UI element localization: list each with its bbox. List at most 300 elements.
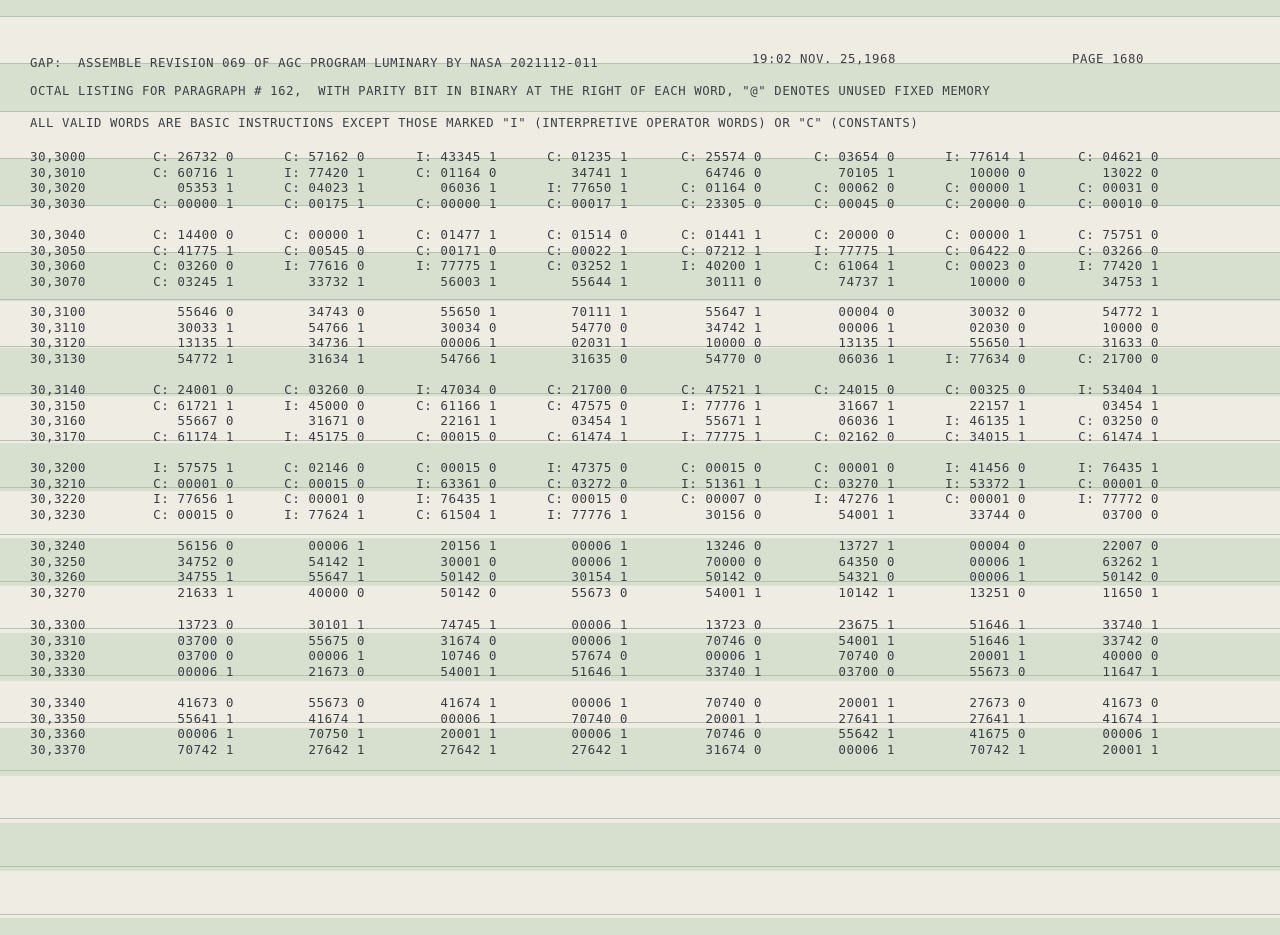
row-address: 30,3130 bbox=[30, 350, 86, 366]
octal-word: C: 00023 0 bbox=[945, 258, 1026, 273]
octal-word: 55673 0 bbox=[571, 584, 628, 600]
octal-word: C: 02162 0 bbox=[814, 428, 895, 444]
octal-word: C: 60716 1 bbox=[153, 164, 234, 180]
row-address: 30,3140 bbox=[30, 382, 86, 397]
octal-word: 31634 1 bbox=[308, 350, 365, 366]
octal-word: 64746 0 bbox=[705, 164, 762, 180]
octal-word: 00006 1 bbox=[571, 632, 628, 648]
octal-word: 20001 1 bbox=[969, 648, 1026, 663]
octal-word: C: 00022 1 bbox=[547, 242, 628, 258]
octal-word: I: 45175 0 bbox=[284, 428, 365, 444]
octal-word: C: 00015 0 bbox=[681, 460, 762, 475]
octal-word: 03700 0 bbox=[838, 663, 895, 679]
octal-word: 10746 0 bbox=[440, 648, 497, 663]
octal-word: I: 77775 1 bbox=[814, 242, 895, 258]
octal-word: C: 00015 0 bbox=[547, 491, 628, 506]
paper-rule bbox=[0, 111, 1280, 112]
octal-word: 22007 0 bbox=[1102, 538, 1159, 553]
listing-row bbox=[0, 711, 1280, 727]
octal-word: 13251 0 bbox=[969, 584, 1026, 600]
octal-word: C: 00545 0 bbox=[284, 242, 365, 258]
octal-word: 30111 0 bbox=[705, 273, 762, 289]
octal-word: C: 00001 0 bbox=[814, 460, 895, 475]
octal-word: C: 26732 0 bbox=[153, 149, 234, 164]
octal-word: C: 03272 0 bbox=[547, 475, 628, 491]
listing-row bbox=[0, 413, 1280, 429]
octal-word: 56156 0 bbox=[177, 538, 234, 553]
octal-word: 00004 0 bbox=[969, 538, 1026, 553]
octal-word: 55673 0 bbox=[308, 695, 365, 710]
octal-word: 55650 1 bbox=[969, 335, 1026, 350]
octal-word: 22161 1 bbox=[440, 413, 497, 428]
octal-word: I: 76435 1 bbox=[1078, 460, 1159, 475]
octal-word: 11647 1 bbox=[1102, 663, 1159, 679]
listing-row bbox=[0, 460, 1280, 476]
row-address: 30,3010 bbox=[30, 164, 86, 180]
octal-word: 13135 1 bbox=[838, 335, 895, 350]
octal-word: I: 53372 1 bbox=[945, 475, 1026, 491]
listing-block bbox=[0, 460, 1280, 522]
listing-row bbox=[0, 569, 1280, 585]
octal-word: 31635 0 bbox=[571, 350, 628, 366]
octal-word: C: 00000 1 bbox=[416, 195, 497, 211]
listing-row bbox=[0, 695, 1280, 711]
row-address: 30,3230 bbox=[30, 506, 86, 522]
listing-row bbox=[0, 274, 1280, 290]
octal-word: C: 00171 0 bbox=[416, 242, 497, 258]
octal-word: 30001 0 bbox=[440, 553, 497, 569]
row-address: 30,3240 bbox=[30, 538, 86, 553]
octal-word: 40000 0 bbox=[1102, 648, 1159, 663]
octal-word: 33744 0 bbox=[969, 506, 1026, 522]
octal-word: 00006 1 bbox=[969, 553, 1026, 569]
row-address: 30,3360 bbox=[30, 726, 86, 741]
octal-word: 54001 1 bbox=[838, 506, 895, 522]
octal-word: 63262 1 bbox=[1102, 553, 1159, 569]
listing-block bbox=[0, 304, 1280, 366]
row-address: 30,3270 bbox=[30, 584, 86, 600]
octal-word: C: 03245 1 bbox=[153, 273, 234, 289]
octal-word: 27642 1 bbox=[308, 741, 365, 757]
octal-word: 02030 0 bbox=[969, 319, 1026, 335]
octal-word: I: 47034 0 bbox=[416, 382, 497, 397]
octal-word: 41675 0 bbox=[969, 726, 1026, 741]
octal-word: 30034 0 bbox=[440, 319, 497, 335]
octal-word: I: 46135 1 bbox=[945, 413, 1026, 428]
octal-word: I: 77420 1 bbox=[1078, 258, 1159, 273]
octal-word: 70105 1 bbox=[838, 164, 895, 180]
octal-word: 03700 0 bbox=[177, 648, 234, 663]
octal-word: 21633 1 bbox=[177, 584, 234, 600]
header-line-3: ALL VALID WORDS ARE BASIC INSTRUCTIONS EXCEPT THOSE MARKED "I" (INTERPRETIVE OPERATOR WORDS) OR "C" (CONSTANTS) bbox=[30, 116, 919, 130]
octal-word: C: 61474 1 bbox=[547, 428, 628, 444]
octal-word: C: 00175 1 bbox=[284, 195, 365, 211]
octal-word: I: 77616 0 bbox=[284, 258, 365, 273]
octal-word: 00006 1 bbox=[308, 648, 365, 663]
listing-row bbox=[0, 398, 1280, 414]
row-address: 30,3170 bbox=[30, 428, 86, 444]
listing-row bbox=[0, 180, 1280, 196]
octal-word: 00006 1 bbox=[838, 741, 895, 757]
octal-word: 40000 0 bbox=[308, 584, 365, 600]
octal-word: C: 07212 1 bbox=[681, 242, 762, 258]
octal-word: 70740 0 bbox=[571, 710, 628, 726]
header-timestamp: 19:02 NOV. 25,1968 bbox=[752, 52, 897, 66]
octal-word: C: 00031 0 bbox=[1078, 180, 1159, 195]
octal-word: 55671 1 bbox=[705, 413, 762, 428]
octal-word: 56003 1 bbox=[440, 273, 497, 289]
octal-word: 54772 1 bbox=[1102, 304, 1159, 319]
row-address: 30,3370 bbox=[30, 741, 86, 757]
octal-word: C: 00015 0 bbox=[416, 428, 497, 444]
listing-block bbox=[0, 617, 1280, 679]
octal-word: 20001 1 bbox=[440, 726, 497, 741]
paper-rule bbox=[0, 866, 1280, 867]
octal-word: 54001 1 bbox=[705, 584, 762, 600]
listing-row bbox=[0, 554, 1280, 570]
listing-row bbox=[0, 507, 1280, 523]
octal-word: 27642 1 bbox=[571, 741, 628, 757]
octal-word: 55675 0 bbox=[308, 632, 365, 648]
octal-word: I: 47276 1 bbox=[814, 491, 895, 506]
octal-word: C: 41775 1 bbox=[153, 242, 234, 258]
octal-word: 70740 0 bbox=[705, 695, 762, 710]
octal-word: C: 61064 1 bbox=[814, 258, 895, 273]
paper-rule bbox=[0, 16, 1280, 17]
row-address: 30,3210 bbox=[30, 475, 86, 491]
octal-word: 41674 1 bbox=[440, 695, 497, 710]
row-address: 30,3260 bbox=[30, 569, 86, 584]
octal-word: I: 47375 0 bbox=[547, 460, 628, 475]
octal-word: C: 03250 0 bbox=[1078, 413, 1159, 428]
octal-word: 51646 1 bbox=[969, 632, 1026, 648]
octal-word: 31633 0 bbox=[1102, 335, 1159, 350]
listing-row bbox=[0, 538, 1280, 554]
octal-word: 70740 0 bbox=[838, 648, 895, 663]
octal-word: C: 61166 1 bbox=[416, 397, 497, 413]
listing-block bbox=[0, 538, 1280, 600]
octal-word: 31674 0 bbox=[440, 632, 497, 648]
octal-word: C: 25574 0 bbox=[681, 149, 762, 164]
listing-block bbox=[0, 382, 1280, 444]
octal-word: 23675 1 bbox=[838, 617, 895, 632]
octal-word: I: 41456 0 bbox=[945, 460, 1026, 475]
octal-word: I: 77614 1 bbox=[945, 149, 1026, 164]
octal-word: C: 61474 1 bbox=[1078, 428, 1159, 444]
octal-word: C: 03260 0 bbox=[284, 382, 365, 397]
octal-word: C: 00062 0 bbox=[814, 180, 895, 195]
octal-word: C: 47575 0 bbox=[547, 397, 628, 413]
octal-word: C: 01477 1 bbox=[416, 227, 497, 242]
listing-row bbox=[0, 320, 1280, 336]
octal-word: 00006 1 bbox=[571, 538, 628, 553]
octal-word: C: 01164 0 bbox=[416, 164, 497, 180]
row-address: 30,3310 bbox=[30, 632, 86, 648]
octal-word: 10142 1 bbox=[838, 584, 895, 600]
listing-row bbox=[0, 165, 1280, 181]
header-line-1-left: GAP: ASSEMBLE REVISION 069 OF AGC PROGRAM LUMINARY BY NASA 2021112-011 bbox=[30, 56, 599, 70]
octal-word: 00006 1 bbox=[838, 319, 895, 335]
listing-row bbox=[0, 258, 1280, 274]
octal-word: 55647 1 bbox=[705, 304, 762, 319]
octal-word: 13246 0 bbox=[705, 538, 762, 553]
listing-row bbox=[0, 149, 1280, 165]
octal-word: 50142 0 bbox=[440, 569, 497, 584]
paper-rule bbox=[0, 299, 1280, 300]
octal-word: 33740 1 bbox=[705, 663, 762, 679]
listing-row bbox=[0, 633, 1280, 649]
octal-word: 30101 1 bbox=[308, 617, 365, 632]
row-address: 30,3340 bbox=[30, 695, 86, 710]
octal-word: 00004 0 bbox=[838, 304, 895, 319]
octal-word: 20001 1 bbox=[705, 710, 762, 726]
octal-word: 13022 0 bbox=[1102, 164, 1159, 180]
octal-word: C: 00000 1 bbox=[284, 227, 365, 242]
listing-row bbox=[0, 243, 1280, 259]
listing-row bbox=[0, 335, 1280, 351]
listing-row bbox=[0, 382, 1280, 398]
row-address: 30,3040 bbox=[30, 227, 86, 242]
octal-word: 74745 1 bbox=[440, 617, 497, 632]
octal-word: 27673 0 bbox=[969, 695, 1026, 710]
octal-word: I: 77775 1 bbox=[416, 258, 497, 273]
octal-word: 54001 1 bbox=[838, 632, 895, 648]
octal-word: 57674 0 bbox=[571, 648, 628, 663]
listing-row bbox=[0, 351, 1280, 367]
octal-word: 34753 1 bbox=[1102, 273, 1159, 289]
octal-word: C: 57162 0 bbox=[284, 149, 365, 164]
octal-word: 70742 1 bbox=[177, 741, 234, 757]
octal-word: C: 03252 1 bbox=[547, 258, 628, 273]
row-address: 30,3250 bbox=[30, 553, 86, 569]
listing-block bbox=[0, 149, 1280, 211]
octal-word: 00006 1 bbox=[440, 335, 497, 350]
octal-word: C: 00015 0 bbox=[153, 506, 234, 522]
octal-word: I: 63361 0 bbox=[416, 475, 497, 491]
octal-word: 00006 1 bbox=[571, 617, 628, 632]
octal-word: 55647 1 bbox=[308, 569, 365, 584]
octal-word: 33740 1 bbox=[1102, 617, 1159, 632]
row-address: 30,3300 bbox=[30, 617, 86, 632]
listing-row bbox=[0, 227, 1280, 243]
octal-word: 64350 0 bbox=[838, 553, 895, 569]
octal-word: 34742 1 bbox=[705, 319, 762, 335]
row-address: 30,3160 bbox=[30, 413, 86, 428]
octal-word: 34752 0 bbox=[177, 553, 234, 569]
octal-word: 00006 1 bbox=[705, 648, 762, 663]
octal-word: 27641 1 bbox=[838, 710, 895, 726]
row-address: 30,3330 bbox=[30, 663, 86, 679]
octal-word: C: 03654 0 bbox=[814, 149, 895, 164]
octal-word: 06036 1 bbox=[838, 350, 895, 366]
listing-row bbox=[0, 491, 1280, 507]
octal-word: 50142 0 bbox=[440, 584, 497, 600]
octal-word: 55641 1 bbox=[177, 710, 234, 726]
row-address: 30,3200 bbox=[30, 460, 86, 475]
octal-word: 70000 0 bbox=[705, 553, 762, 569]
octal-word: C: 00325 0 bbox=[945, 382, 1026, 397]
row-address: 30,3100 bbox=[30, 304, 86, 319]
row-address: 30,3070 bbox=[30, 273, 86, 289]
octal-word: C: 00010 0 bbox=[1078, 195, 1159, 211]
octal-word: 34755 1 bbox=[177, 569, 234, 584]
octal-word: C: 20000 0 bbox=[945, 195, 1026, 211]
octal-word: C: 00000 1 bbox=[945, 180, 1026, 195]
octal-word: 03454 1 bbox=[1102, 397, 1159, 413]
listing-row bbox=[0, 304, 1280, 320]
octal-word: I: 77656 1 bbox=[153, 491, 234, 506]
octal-word: C: 00045 0 bbox=[814, 195, 895, 211]
octal-word: C: 03266 0 bbox=[1078, 242, 1159, 258]
octal-word: 31667 1 bbox=[838, 397, 895, 413]
header-line-2: OCTAL LISTING FOR PARAGRAPH # 162, WITH PARITY BIT IN BINARY AT THE RIGHT OF EACH WORD, "@" DENOTES UNUSED FIXED MEMORY bbox=[30, 84, 991, 98]
listing-row bbox=[0, 476, 1280, 492]
octal-word: C: 61721 1 bbox=[153, 397, 234, 413]
octal-word: C: 21700 0 bbox=[547, 382, 628, 397]
octal-word: I: 51361 1 bbox=[681, 475, 762, 491]
octal-word: C: 24001 0 bbox=[153, 382, 234, 397]
octal-word: 00006 1 bbox=[440, 710, 497, 726]
octal-word: 54772 1 bbox=[177, 350, 234, 366]
octal-word: I: 77624 1 bbox=[284, 506, 365, 522]
octal-word: 13723 0 bbox=[705, 617, 762, 632]
octal-word: 05353 1 bbox=[177, 180, 234, 195]
octal-word: C: 24015 0 bbox=[814, 382, 895, 397]
octal-word: C: 03260 0 bbox=[153, 258, 234, 273]
octal-word: 10000 0 bbox=[969, 273, 1026, 289]
octal-word: 55644 1 bbox=[571, 273, 628, 289]
octal-word: 54142 1 bbox=[308, 553, 365, 569]
octal-word: I: 77634 0 bbox=[945, 350, 1026, 366]
octal-word: C: 04621 0 bbox=[1078, 149, 1159, 164]
octal-word: I: 40200 1 bbox=[681, 258, 762, 273]
octal-word: 13727 1 bbox=[838, 538, 895, 553]
octal-word: C: 02146 0 bbox=[284, 460, 365, 475]
octal-word: C: 61504 1 bbox=[416, 506, 497, 522]
octal-word: 54766 1 bbox=[440, 350, 497, 366]
octal-word: C: 01235 1 bbox=[547, 149, 628, 164]
octal-word: 20001 1 bbox=[1102, 741, 1159, 757]
octal-word: I: 77776 1 bbox=[681, 397, 762, 413]
row-address: 30,3000 bbox=[30, 149, 86, 164]
octal-word: 00006 1 bbox=[177, 726, 234, 741]
octal-word: C: 23305 0 bbox=[681, 195, 762, 211]
octal-word: 54770 0 bbox=[705, 350, 762, 366]
octal-word: 27641 1 bbox=[969, 710, 1026, 726]
octal-word: 70746 0 bbox=[705, 632, 762, 648]
octal-word: C: 00007 0 bbox=[681, 491, 762, 506]
row-address: 30,3030 bbox=[30, 195, 86, 211]
octal-word: 55650 1 bbox=[440, 304, 497, 319]
paper-rule bbox=[0, 770, 1280, 771]
octal-word: C: 06422 0 bbox=[945, 242, 1026, 258]
paper-rule bbox=[0, 818, 1280, 819]
octal-word: 41674 1 bbox=[1102, 710, 1159, 726]
octal-word: 13723 0 bbox=[177, 617, 234, 632]
octal-word: 00006 1 bbox=[571, 695, 628, 710]
octal-word: C: 03270 1 bbox=[814, 475, 895, 491]
octal-word: I: 77650 1 bbox=[547, 180, 628, 195]
octal-word: 70111 1 bbox=[571, 304, 628, 319]
octal-word: 50142 0 bbox=[705, 569, 762, 584]
octal-word: 33742 0 bbox=[1102, 632, 1159, 648]
octal-word: C: 34015 1 bbox=[945, 428, 1026, 444]
row-address: 30,3110 bbox=[30, 319, 86, 335]
row-address: 30,3060 bbox=[30, 258, 86, 273]
octal-word: I: 57575 1 bbox=[153, 460, 234, 475]
octal-word: C: 61174 1 bbox=[153, 428, 234, 444]
row-address: 30,3020 bbox=[30, 180, 86, 195]
octal-word: C: 01164 0 bbox=[681, 180, 762, 195]
octal-word: 54001 1 bbox=[440, 663, 497, 679]
octal-word: 06036 1 bbox=[838, 413, 895, 428]
octal-word: 21673 0 bbox=[308, 663, 365, 679]
octal-word: I: 53404 1 bbox=[1078, 382, 1159, 397]
octal-word: 30033 1 bbox=[177, 319, 234, 335]
octal-word: 41674 1 bbox=[308, 710, 365, 726]
octal-word: 70742 1 bbox=[969, 741, 1026, 757]
octal-word: C: 21700 0 bbox=[1078, 350, 1159, 366]
octal-word: 00006 1 bbox=[1102, 726, 1159, 741]
octal-word: 55667 0 bbox=[177, 413, 234, 428]
row-address: 30,3050 bbox=[30, 242, 86, 258]
octal-word: 20156 1 bbox=[440, 538, 497, 553]
octal-word: 20001 1 bbox=[838, 695, 895, 710]
octal-word: 50142 0 bbox=[1102, 569, 1159, 584]
octal-word: 54766 1 bbox=[308, 319, 365, 335]
octal-word: C: 47521 1 bbox=[681, 382, 762, 397]
octal-word: C: 00017 1 bbox=[547, 195, 628, 211]
octal-word: 00006 1 bbox=[177, 663, 234, 679]
octal-word: 03454 1 bbox=[571, 413, 628, 428]
octal-word: 13135 1 bbox=[177, 335, 234, 350]
octal-word: 74737 1 bbox=[838, 273, 895, 289]
octal-word: I: 43345 1 bbox=[416, 149, 497, 164]
paper-rule bbox=[0, 914, 1280, 915]
octal-word: 31671 0 bbox=[308, 413, 365, 428]
header-page-number: PAGE 1680 bbox=[1072, 52, 1145, 66]
octal-word: 10000 0 bbox=[969, 164, 1026, 180]
octal-word: 03700 0 bbox=[1102, 506, 1159, 522]
paper-rule bbox=[0, 534, 1280, 535]
octal-word: 27642 1 bbox=[440, 741, 497, 757]
octal-word: C: 00001 0 bbox=[284, 491, 365, 506]
octal-word: 00006 1 bbox=[969, 569, 1026, 584]
listing-row bbox=[0, 664, 1280, 680]
octal-word: 30154 1 bbox=[571, 569, 628, 584]
listing-block bbox=[0, 227, 1280, 289]
octal-word: 30032 0 bbox=[969, 304, 1026, 319]
octal-word: C: 04023 1 bbox=[284, 180, 365, 195]
octal-word: 55673 0 bbox=[969, 663, 1026, 679]
octal-word: 10000 0 bbox=[705, 335, 762, 350]
octal-word: C: 01441 1 bbox=[681, 227, 762, 242]
octal-word: I: 76435 1 bbox=[416, 491, 497, 506]
octal-word: C: 01514 0 bbox=[547, 227, 628, 242]
octal-word: 51646 1 bbox=[571, 663, 628, 679]
octal-word: 06036 1 bbox=[440, 180, 497, 195]
row-address: 30,3350 bbox=[30, 710, 86, 726]
octal-word: C: 14400 0 bbox=[153, 227, 234, 242]
octal-word: I: 77772 0 bbox=[1078, 491, 1159, 506]
octal-word: 22157 1 bbox=[969, 397, 1026, 413]
octal-word: C: 75751 0 bbox=[1078, 227, 1159, 242]
listing-row bbox=[0, 648, 1280, 664]
octal-word: 51646 1 bbox=[969, 617, 1026, 632]
octal-word: I: 77420 1 bbox=[284, 164, 365, 180]
octal-word: 70750 1 bbox=[308, 726, 365, 741]
listing-row bbox=[0, 742, 1280, 758]
